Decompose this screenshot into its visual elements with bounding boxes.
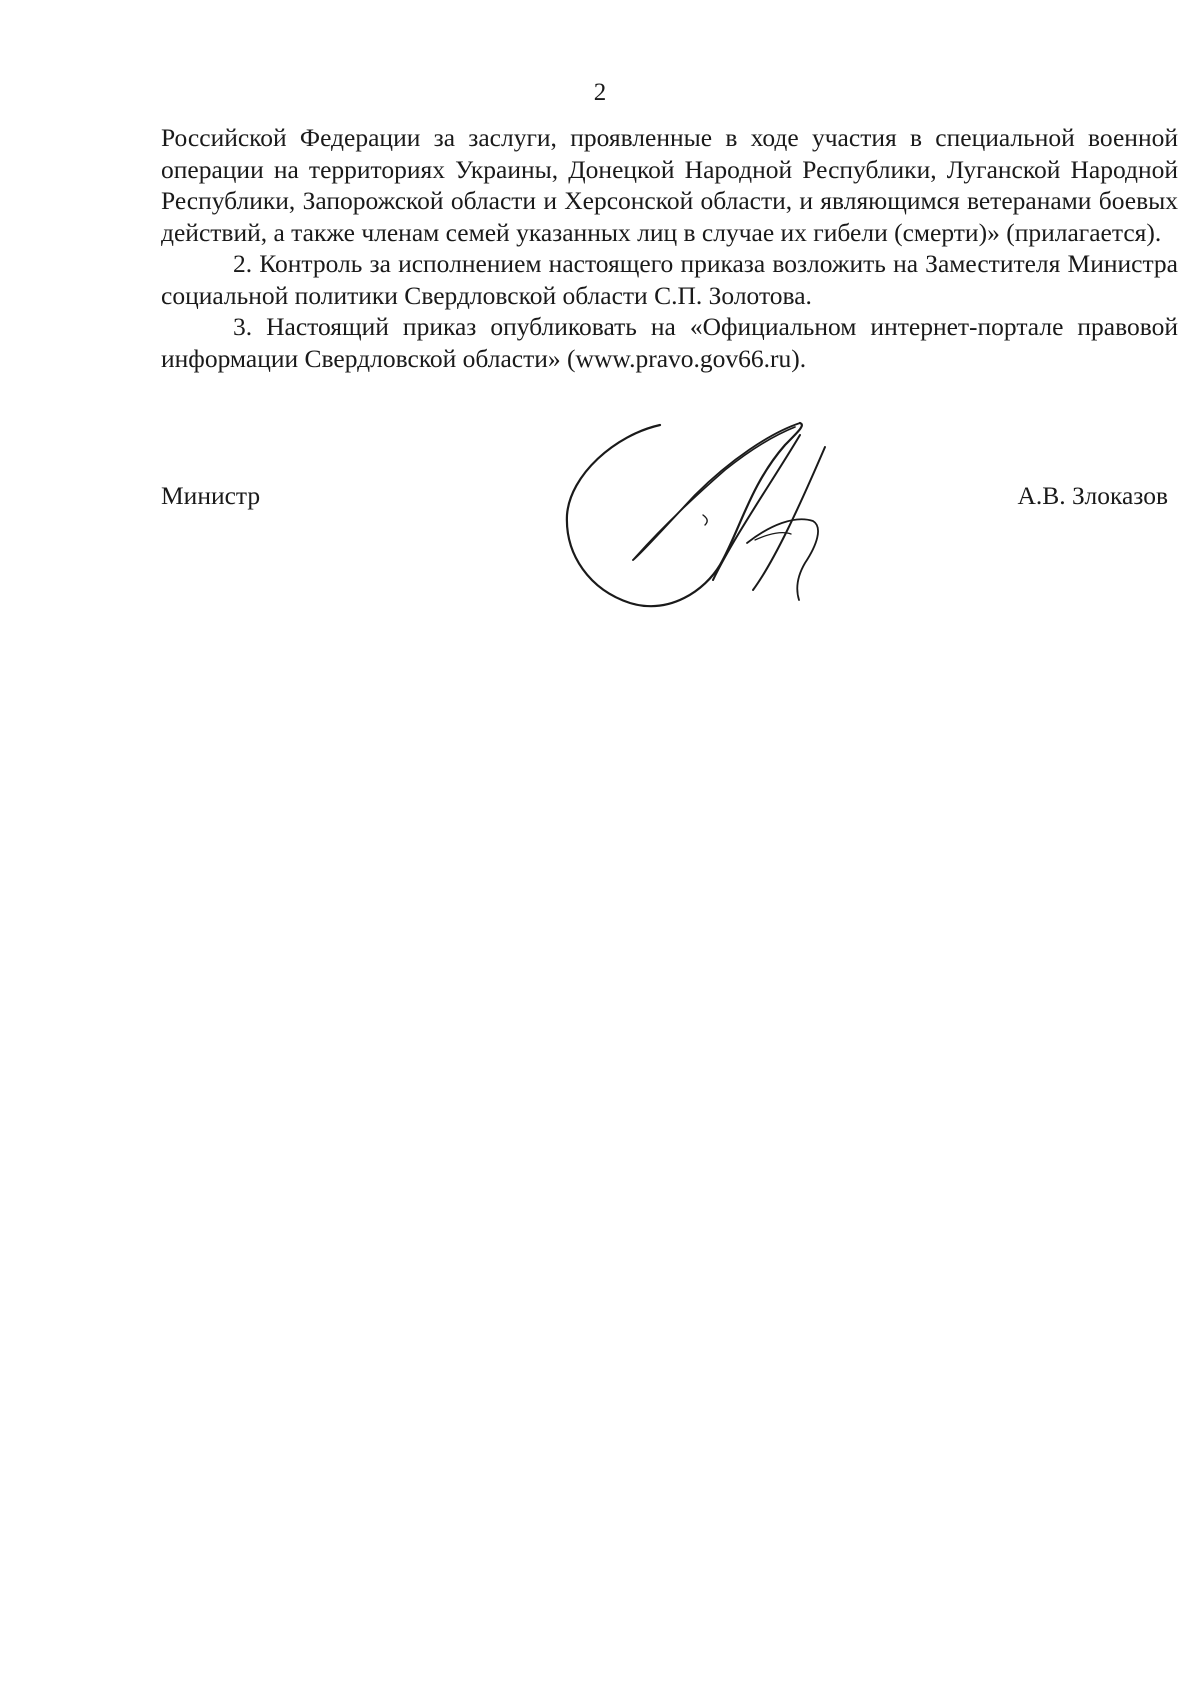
signer-title: Министр xyxy=(161,481,261,510)
handwritten-signature xyxy=(555,415,910,630)
signer-name: А.В. Злоказов xyxy=(1017,481,1168,510)
paragraph-continuation: Российской Федерации за заслуги, проявленные в ходе участия в специальной военной операции на территориях Украины, Донецкой Народной Республики, Луганской Народной Республики, Запорожской области и Херсонской области, и являющимся ветеранами боевых действий, а также членам семей указанных лиц в случае их гибели (смерти)» (прилагается). xyxy=(161,123,1178,247)
document-body xyxy=(161,122,1178,374)
paragraph-item-3: 3. Настоящий приказ опубликовать на «Официальном интернет-портале правовой информации Свердловской области» (www.pravo.gov66.ru). xyxy=(161,312,1178,373)
paragraph-item-2: 2. Контроль за исполнением настоящего приказа возложить на Заместителя Министра социальной политики Свердловской области С.П. Золотова. xyxy=(161,249,1178,310)
page-number: 2 xyxy=(593,79,607,106)
